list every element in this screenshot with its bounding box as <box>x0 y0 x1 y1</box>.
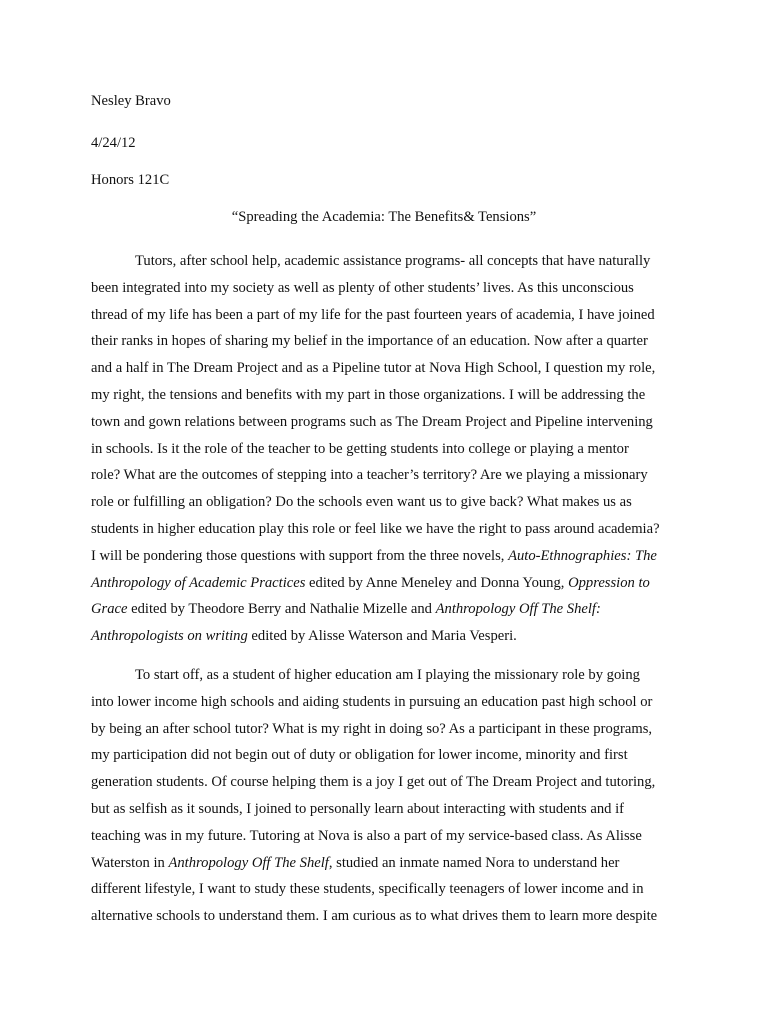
text-line: thread of my life has been a part of my life for the past fourteen years of academia, I have joined <box>91 306 655 323</box>
date-line: 4/24/12 <box>91 135 136 151</box>
text-segment: I will be pondering those questions with support from the three novels, <box>91 547 509 564</box>
book-title: Anthropology of Academic Practices <box>91 574 306 591</box>
text-line: and a half in The Dream Project and as a Pipeline tutor at Nova High School, I question my role, <box>91 360 656 377</box>
book-title: Oppression to <box>568 574 650 591</box>
book-title: Anthropology Off The Shelf <box>168 854 329 871</box>
essay-title: “Spreading the Academia: The Benefits& Tensions” <box>231 209 537 225</box>
text-segment: edited by Theodore Berry and Nathalie Mizelle and <box>127 601 436 618</box>
text-line: by being an after school tutor? What is my right in doing so? As a participant in these programs, <box>91 720 653 737</box>
text-line: alternative schools to understand them. I am curious as to what drives them to learn more despite <box>91 908 658 925</box>
text-line: but as selfish as it sounds, I joined to personally learn about interacting with students and if <box>91 800 624 817</box>
text-line <box>91 850 681 877</box>
text-line: my participation did not begin out of duty or obligation for lower income, minority and first <box>91 747 628 764</box>
book-title: Anthropology Off The Shelf: <box>435 601 601 618</box>
book-title: Grace <box>91 601 128 618</box>
text-line: role? What are the outcomes of stepping into a teacher’s territory? Are we playing a missionary <box>91 467 648 484</box>
course-line: Honors 121C <box>91 172 170 188</box>
text-line: role or fulfilling an obligation? Do the schools even want us to give back? What makes us as <box>91 494 632 511</box>
book-title: Anthropologists on writing <box>91 628 248 645</box>
text-line: generation students. Of course helping them is a joy I get out of The Dream Project and tutoring, <box>91 774 656 791</box>
text-line: in schools. Is it the role of the teacher to be getting students into college or playing a mentor <box>91 440 629 457</box>
text-line <box>91 596 681 623</box>
text-segment: edited by Anne Meneley and Donna Young, <box>305 574 569 591</box>
text-line: their ranks in hopes of sharing my belief in the importance of an education. Now after a quarter <box>91 333 648 350</box>
text-line <box>91 570 681 597</box>
text-line: different lifestyle, I want to study these students, specifically teenagers of lower income and in <box>91 881 644 898</box>
author-name: Nesley Bravo <box>91 93 171 109</box>
text-line <box>91 543 681 570</box>
text-line: into lower income high schools and aiding students in pursuing an education past high school or <box>91 693 653 710</box>
text-segment: , studied an inmate named Nora to understand her <box>328 854 620 871</box>
text-segment: edited by Alisse Waterson and Maria Vesperi. <box>247 628 517 645</box>
text-line: To start off, as a student of higher education am I playing the missionary role by going <box>135 667 640 683</box>
text-line <box>91 623 681 650</box>
text-line: my right, the tensions and benefits with my part in those organizations. I will be addressing the <box>91 386 646 403</box>
paragraph-1 <box>91 248 681 650</box>
text-line: been integrated into my society as well as plenty of other students’ lives. As this unconscious <box>91 279 634 296</box>
text-line: teaching was in my future. Tutoring at Nova is also a part of my service-based class. As Alisse <box>91 827 642 844</box>
book-title: Auto-Ethnographies: The <box>508 547 657 564</box>
text-segment: Waterston in <box>91 854 169 871</box>
text-line: town and gown relations between programs such as The Dream Project and Pipeline intervening <box>91 413 653 430</box>
paragraph-2 <box>91 662 681 930</box>
text-line: students in higher education play this role or feel like we have the right to pass around academia? <box>91 520 660 537</box>
text-line: Tutors, after school help, academic assistance programs- all concepts that have naturally <box>135 253 651 269</box>
